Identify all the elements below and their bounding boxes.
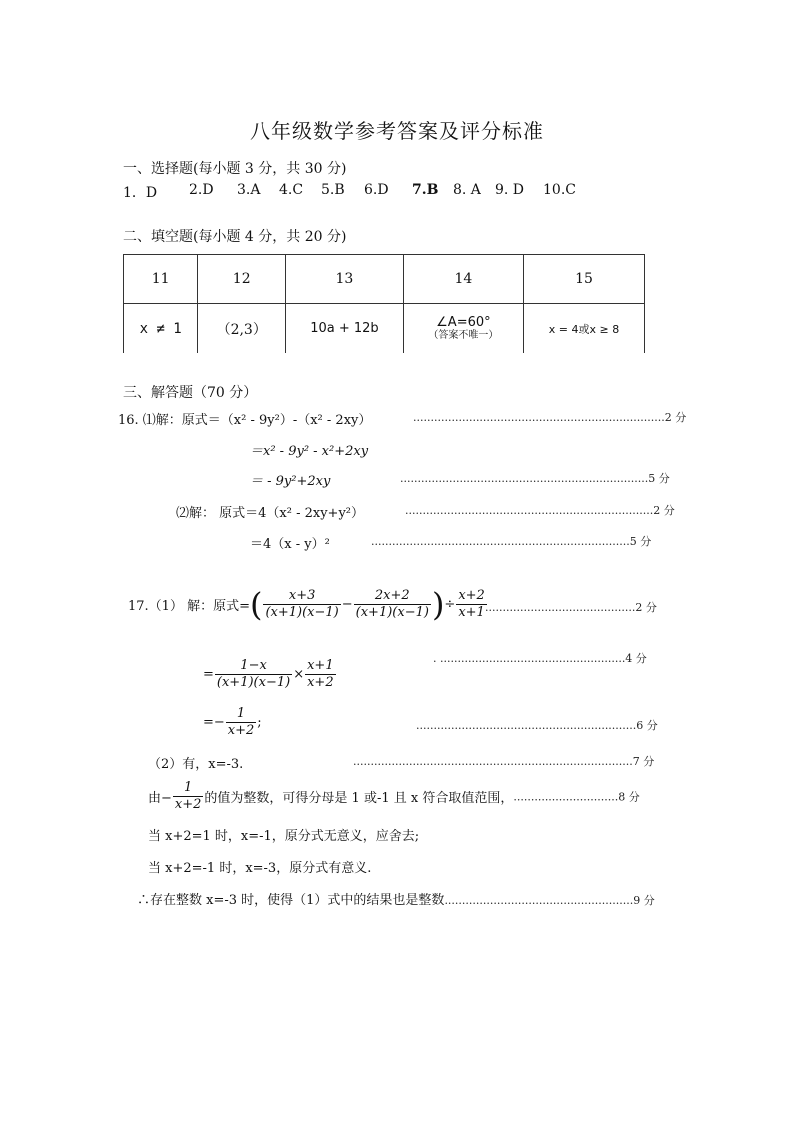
- table-cell-14: [403, 304, 523, 354]
- table-cell: x = 4或x ≥ 8: [524, 304, 645, 354]
- denominator: x+2: [174, 797, 202, 812]
- mc-answer: 7.B: [412, 182, 439, 198]
- equals-minus: =−: [203, 715, 225, 730]
- numerator: 1: [226, 706, 257, 723]
- equals-sign: =: [203, 667, 214, 682]
- divide-sign: ÷: [444, 597, 456, 612]
- mc-answer: 9. D: [495, 182, 525, 198]
- fraction: [215, 658, 292, 691]
- semicolon: ;: [257, 715, 262, 730]
- score-dots: . .....................................................4 分: [433, 652, 647, 665]
- q16-line5: ＝4（x - y）²: [250, 537, 330, 552]
- numerator: x+2: [458, 588, 485, 603]
- fill-blank-table: [123, 254, 645, 353]
- q17-line3: [203, 706, 262, 739]
- table-header: 14: [403, 255, 523, 304]
- score-dots: ...........................................2 分: [485, 601, 657, 614]
- table-header: 12: [198, 255, 286, 304]
- mc-answer: 8. A: [453, 182, 481, 198]
- minus-sign: −: [341, 597, 353, 612]
- score-dots: ..........................................................................5 分: [371, 535, 652, 548]
- times-sign: ×: [293, 667, 305, 682]
- score-dots: ..............................8 分: [513, 790, 640, 804]
- score-dots: .......................................................................5 分: [400, 472, 670, 485]
- page-title: 八年级数学参考答案及评分标准: [250, 119, 544, 143]
- denominator: x+2: [307, 675, 334, 690]
- numerator: 1−x: [215, 658, 292, 675]
- denominator: (x+1)(x−1): [355, 605, 429, 620]
- answer-note: （答案不唯一）: [428, 330, 499, 341]
- q17-line4: （2）有，x=-3.: [148, 757, 244, 772]
- paren-open: (: [249, 585, 263, 624]
- q17-line1: [128, 585, 488, 624]
- section2-heading: 二、填空题(每小题 4 分，共 20 分): [123, 229, 347, 245]
- fraction: [173, 780, 204, 813]
- score-dots: .......................................................................2 分: [405, 504, 675, 517]
- table-cell: （2,3）: [198, 304, 286, 354]
- denominator: (x+1)(x−1): [265, 605, 339, 620]
- q16-line4: ⑵解： 原式＝4（x² - 2xy+y²）: [176, 506, 364, 521]
- q17-line5: [148, 780, 640, 813]
- fraction: [456, 588, 487, 621]
- q17-line6: 当 x+2=1 时，x=-1，原分式无意义，应舍去;: [148, 829, 420, 844]
- section3-heading: 三、解答题（70 分）: [123, 385, 258, 401]
- q17-label: 17.（1） 解：原式=: [128, 599, 250, 614]
- mc-answer: 4.C: [279, 182, 304, 198]
- q17-line2: [203, 658, 337, 691]
- numerator: 1: [173, 780, 204, 797]
- table-cell: x ≠ 1: [124, 304, 198, 354]
- denominator: (x+1)(x−1): [216, 675, 291, 690]
- mc-answer: 1．D: [123, 185, 158, 201]
- score-dots: ................................................................................7 分: [353, 755, 655, 768]
- q17-line8: [137, 889, 655, 908]
- q16-line1: 16. ⑴解：原式＝（x² - 9y²）-（x² - 2xy）: [118, 413, 372, 428]
- q16-line2: ＝x² - 9y² - x²+2xy: [250, 444, 369, 459]
- table-header: 13: [286, 255, 404, 304]
- section1-heading: 一、选择题(每小题 3 分，共 30 分): [123, 161, 347, 177]
- numerator: x+1: [307, 658, 334, 673]
- fraction: [305, 658, 336, 691]
- q17-line7: 当 x+2=-1 时，x=-3，原分式有意义.: [148, 861, 372, 876]
- text: ∴存在整数 x=-3 时，使得（1）式中的结果也是整数: [137, 893, 445, 908]
- text: 由−: [148, 791, 172, 806]
- mc-answer: 3.A: [237, 182, 261, 198]
- fraction: [263, 588, 340, 621]
- angle-answer: ∠A=60°: [436, 315, 491, 330]
- score-dots: ...............................................................6 分: [416, 719, 658, 732]
- denominator: x+2: [227, 723, 255, 738]
- paren-close: ): [431, 585, 445, 624]
- mc-answer: 10.C: [543, 182, 576, 198]
- table-header: 11: [124, 255, 198, 304]
- mc-answer: 6.D: [364, 182, 389, 198]
- numerator: x+3: [263, 588, 340, 605]
- fraction: [226, 706, 257, 739]
- text: 的值为整数，可得分母是 1 或-1 且 x 符合取值范围，: [204, 791, 514, 806]
- q16-line3: ＝ - 9y²+2xy: [250, 474, 331, 489]
- score-dots: ........................................................................2 分: [413, 411, 687, 424]
- score-dots: ......................................................9 分: [444, 894, 655, 907]
- fraction: [354, 588, 431, 621]
- table-cell: 10a + 12b: [286, 304, 404, 354]
- denominator: x+1: [458, 605, 485, 620]
- numerator: 2x+2: [354, 588, 431, 605]
- mc-answer: 5.B: [321, 182, 345, 198]
- mc-answer: 2.D: [189, 182, 214, 198]
- table-header: 15: [524, 255, 645, 304]
